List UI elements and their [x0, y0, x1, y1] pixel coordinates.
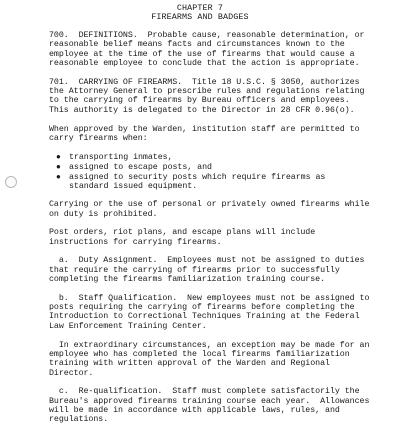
list-item	[49, 153, 394, 162]
bullet-icon: ●	[56, 173, 61, 183]
paragraph-701-carrying-of-firearms: 701. CARRYING OF FIREARMS. Title 18 U.S.C. § 3050, authorizes the Attorney General to prescribe rules and regulations relating to the carrying of firearms by Bureau officers and employees. This authority is delegated to the Director in 28 CFR 0.96(o).	[49, 77, 365, 115]
paragraph-personal-firearms: Carrying or the use of personal or privately owned firearms while on duty is prohibited.	[49, 200, 370, 219]
bullet-icon: ●	[56, 162, 61, 172]
paragraph-extraordinary-circumstances: In extraordinary circumstances, an exception may be made for an employee who has completed the local firearms familiarization training with written approval of the Warden and Regional Director.	[49, 340, 370, 378]
paragraph-re-qualification: c. Re-qualification. Staff must complete satisfactorily the Bureau's approved firearms training course each year. Allowances will be made in accordance with applicable laws, rules, and regulations.	[49, 387, 370, 425]
paragraph-duty-assignment: a. Duty Assignment. Employees must not be assigned to duties that require the carrying of firearms prior to successfully completing the firearms familiarization training course.	[49, 256, 365, 284]
bullet-icon: ●	[56, 152, 61, 162]
bullet-list	[49, 153, 394, 192]
list-item	[49, 173, 394, 192]
document-body	[49, 31, 394, 434]
punch-hole	[5, 176, 17, 188]
paragraph-700-definitions: 700. DEFINITIONS. Probable cause, reasonable determination, or reasonable belief means facts and circumstances known to the employee at the time of the use of firearms that would cause a reasonable employee to conclude that the action is appropriate.	[49, 31, 365, 69]
list-item	[49, 163, 394, 172]
paragraph-post-orders: Post orders, riot plans, and escape plans will include instructions for carrying firearms.	[49, 228, 316, 247]
list-item-text: assigned to security posts which require firearms as standard issued equipment.	[69, 173, 326, 192]
paragraph-staff-qualification: b. Staff Qualification. New employees must not be assigned to posts requiring the carrying of firearms before completing the Introduction to Correctional Techniques Training at the Federal Law Enforcement Training Center.	[49, 293, 370, 331]
chapter-title: FIREARMS AND BADGES	[151, 12, 249, 22]
paragraph-warden-approval: When approved by the Warden, institution staff are permitted to carry firearms when:	[49, 124, 360, 143]
list-item-text: transporting inmates,	[69, 152, 173, 162]
list-item-text: assigned to escape posts, and	[69, 162, 212, 172]
chapter-number: CHAPTER 7	[176, 3, 224, 13]
